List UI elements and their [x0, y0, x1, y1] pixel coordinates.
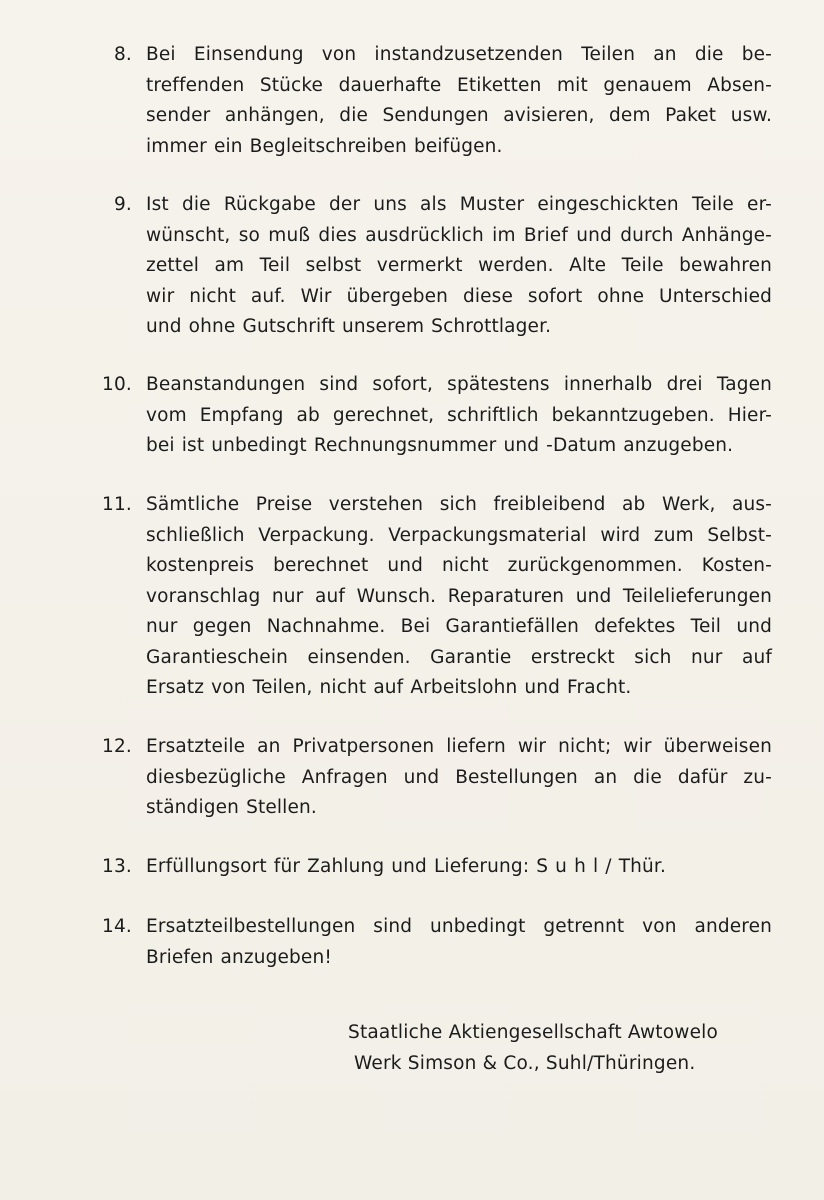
item-text-line: Sämtliche Preise verstehen sich freibleibend ab Werk, aus-	[146, 494, 772, 515]
item-text-line: Erfüllungsort für Zahlung und Lieferung: S u h l / Thür.	[146, 856, 666, 877]
item-text-line: bei ist unbedingt Rechnungsnummer und -Datum anzugeben.	[146, 435, 734, 456]
item-text-line: kostenpreis berechnet und nicht zurückgenommen. Kosten-	[146, 555, 772, 576]
item-number: 10.	[101, 374, 132, 395]
item-text-line: und ohne Gutschrift unserem Schrottlager.	[146, 316, 552, 337]
item-number: 8.	[113, 44, 132, 65]
item-text-line: treffenden Stücke dauerhafte Etiketten mit genauem Absen-	[146, 74, 772, 96]
signature-company: Staatliche Aktiengesellschaft Awtowelo	[348, 1022, 719, 1043]
item-number: 12.	[101, 736, 132, 757]
item-text-line: zettel am Teil selbst vermerkt werden. Alte Teile bewahren	[146, 255, 772, 276]
item-text-line: schließlich Verpackung. Verpackungsmaterial wird zum Selbst-	[146, 524, 772, 546]
item-text	[146, 912, 772, 973]
item-text-line: Garantieschein einsenden. Garantie erstreckt sich nur auf	[146, 646, 772, 668]
item-text-line: Ersatzteile an Privatpersonen liefern wir nicht; wir überweisen	[146, 736, 772, 757]
signature-block	[340, 1017, 780, 1079]
item-text	[146, 852, 772, 883]
item-text-line: Ersatz von Teilen, nicht auf Arbeitslohn und Fracht.	[146, 677, 632, 698]
item-text-line: Bei Einsendung von instandzusetzenden Teilen an die be-	[146, 44, 772, 65]
item-text	[146, 370, 772, 462]
item-text-line: sender anhängen, die Sendungen avisieren, dem Paket usw.	[146, 105, 772, 126]
item-text	[146, 40, 772, 162]
item-text	[146, 732, 772, 824]
item-number: 11.	[101, 494, 132, 515]
item-text-line: vom Empfang ab gerechnet, schriftlich bekanntzugeben. Hier-	[146, 404, 772, 426]
item-number: 13.	[101, 856, 132, 877]
item-text-line: wünscht, so muß dies ausdrücklich im Brief und durch Anhänge-	[146, 224, 772, 246]
item-text-line: voranschlag nur auf Wunsch. Reparaturen und Teilelieferungen	[146, 585, 772, 607]
item-text-line: ständigen Stellen.	[146, 797, 317, 818]
item-text-line: Ist die Rückgabe der uns als Muster eingeschickten Teile er-	[146, 194, 772, 215]
item-number: 9.	[113, 194, 132, 215]
item-text-line: Ersatzteilbestellungen sind unbedingt getrennt von anderen	[146, 916, 772, 937]
item-text	[146, 490, 772, 704]
item-text	[146, 190, 772, 343]
item-text-line: nur gegen Nachnahme. Bei Garantiefällen defektes Teil und	[146, 616, 772, 637]
signature-works: Werk Simson & Co., Suhl/Thüringen.	[354, 1053, 696, 1074]
item-text-line: immer ein Begleitschreiben beifügen.	[146, 135, 503, 157]
item-number: 14.	[101, 916, 132, 937]
item-text-line: Briefen anzugeben!	[146, 946, 332, 968]
item-text-line: diesbezügliche Anfragen und Bestellungen an die dafür zu-	[146, 766, 772, 788]
item-text-line: Beanstandungen sind sofort, spätestens innerhalb drei Tagen	[146, 374, 772, 395]
item-text-line: wir nicht auf. Wir übergeben diese sofort ohne Unterschied	[146, 285, 772, 307]
